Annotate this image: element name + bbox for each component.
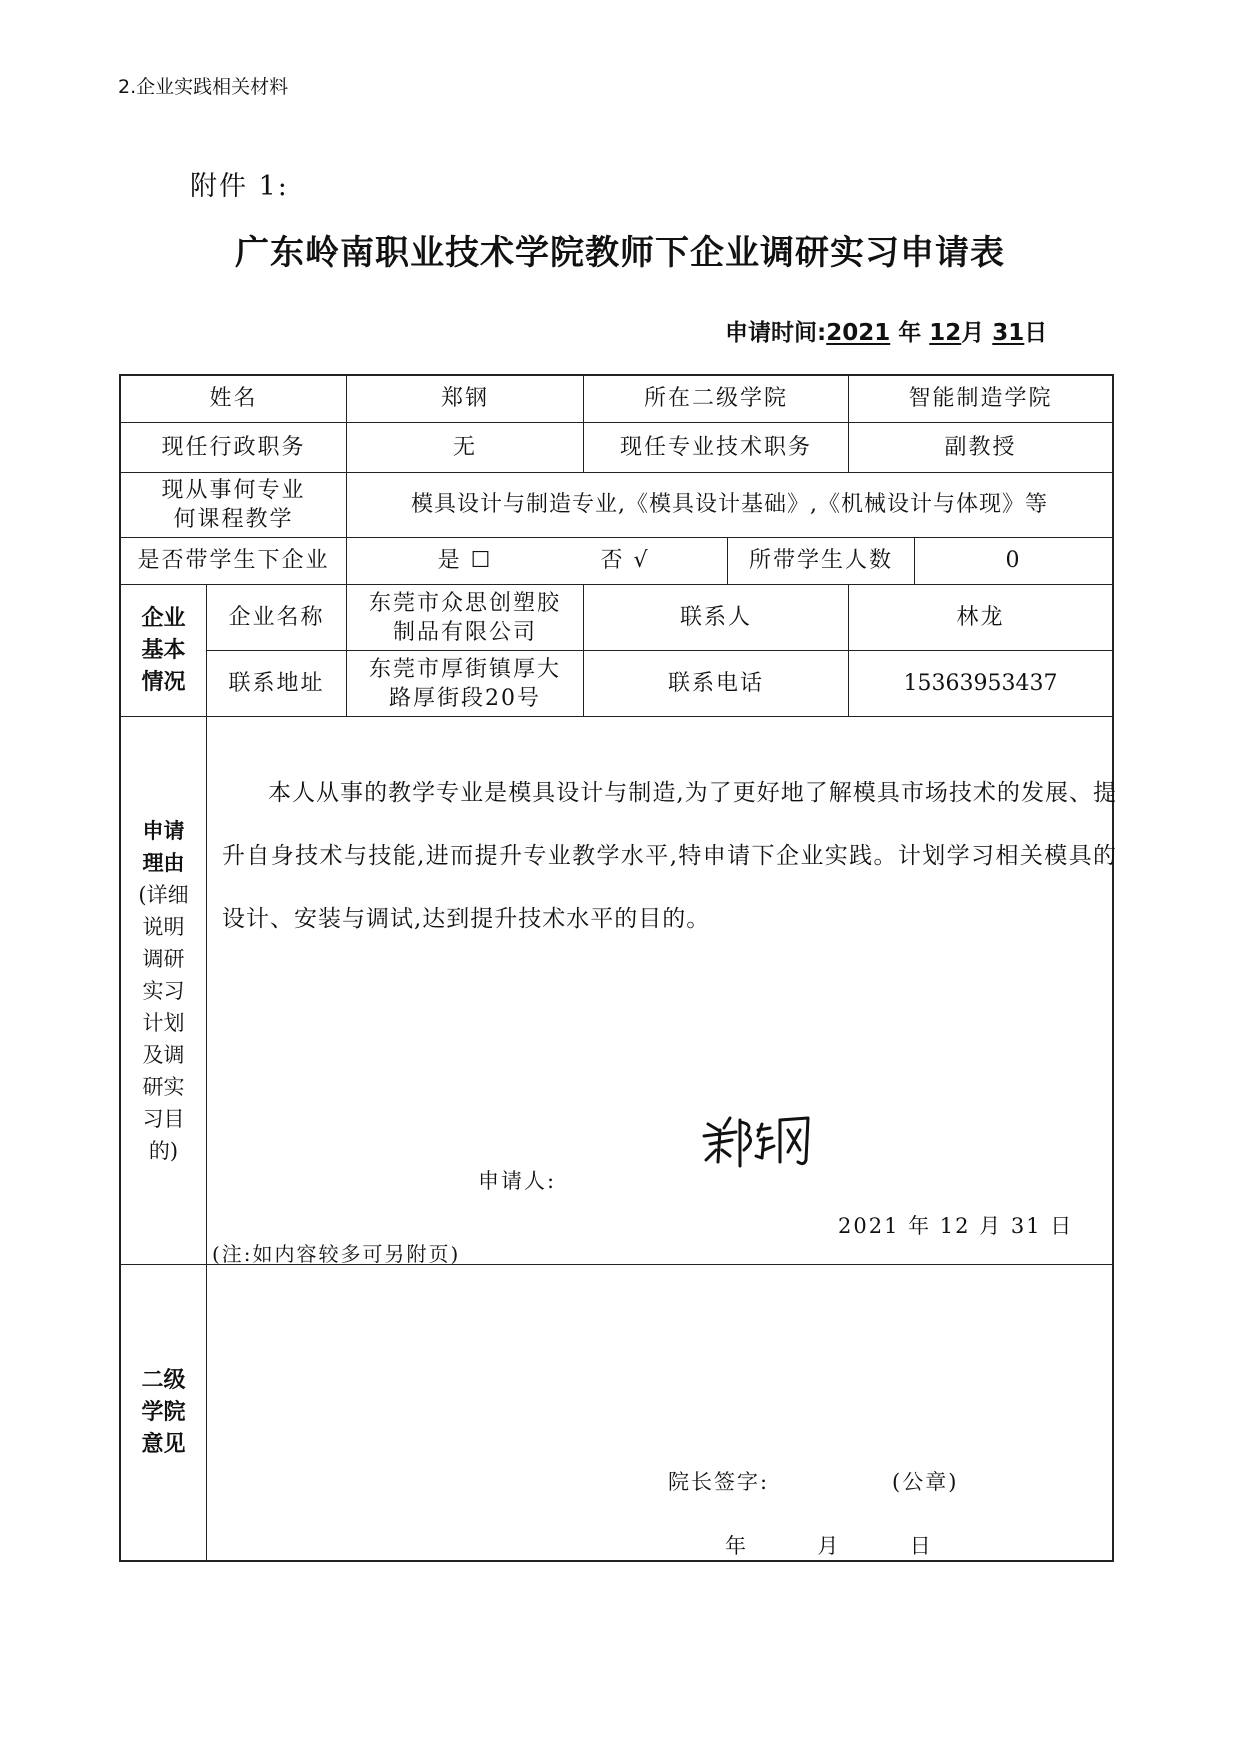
apply-year-unit: 年 bbox=[898, 320, 922, 346]
v-line-label-col bbox=[206, 584, 207, 1560]
company-label-2: 基本 bbox=[141, 637, 186, 663]
company-name-value bbox=[347, 585, 583, 650]
teaching-value: 模具设计与制造专业,《模具设计基础》,《机械设计与体现》等 bbox=[411, 492, 1048, 517]
h-line-6 bbox=[119, 716, 1114, 717]
apply-year: 2021 bbox=[826, 320, 891, 346]
tech-post-value: 副教授 bbox=[944, 434, 1017, 460]
teaching-label-line-1: 现从事何专业 bbox=[161, 478, 306, 503]
applicant-label: 申请人: bbox=[478, 1169, 557, 1193]
contact-label: 联系人 bbox=[679, 604, 752, 630]
apply-day-unit: 日 bbox=[1024, 320, 1048, 346]
name-value: 郑钢 bbox=[440, 386, 489, 411]
phone-label: 联系电话 bbox=[667, 670, 764, 696]
v-line-5 bbox=[346, 537, 347, 584]
teaching-label bbox=[121, 473, 346, 537]
reason-note-4: 实习 bbox=[142, 978, 185, 1003]
reason-text: 本人从事的教学专业是模具设计与制造,为了更好地了解模具市场技术的发展、提升自身技术与技能,进而提升专业教学水平,特申请下企业实践。计划学习相关模具的设计、安装与调试,达到提升技术水平的目的。 bbox=[222, 780, 1117, 932]
reason-label-2: 理由 bbox=[142, 850, 185, 875]
reason-note-6: 及调 bbox=[142, 1042, 185, 1067]
reason-note-9: 的) bbox=[148, 1138, 179, 1163]
reason-note-1: (详细 bbox=[138, 882, 189, 907]
teaching-label-line-2: 何课程教学 bbox=[173, 507, 294, 532]
student-count-value: 0 bbox=[1005, 548, 1022, 573]
address-line-2: 路厚街段20号 bbox=[389, 685, 541, 711]
college-value: 智能制造学院 bbox=[908, 386, 1053, 411]
name-label: 姓名 bbox=[209, 386, 258, 411]
dean-sign-label: 院长签字: bbox=[668, 1470, 770, 1494]
yes-checkbox[interactable]: 是 ☐ bbox=[437, 548, 493, 573]
no-checkbox[interactable]: 否 √ bbox=[600, 548, 650, 573]
apply-month: 12 bbox=[929, 320, 962, 346]
reason-label-1: 申请 bbox=[142, 818, 185, 843]
phone-value: 15363953437 bbox=[903, 670, 1058, 696]
tech-post-label: 现任专业技术职务 bbox=[619, 434, 812, 460]
apply-date bbox=[725, 314, 1047, 347]
header-note: 2.企业实践相关材料 bbox=[118, 76, 289, 98]
college-opinion-date: 年 月 日 bbox=[725, 1534, 933, 1558]
address-line-1: 东莞市厚街镇厚大 bbox=[368, 656, 561, 682]
apply-month-unit: 月 bbox=[961, 320, 985, 346]
apply-date-label: 申请时间: bbox=[725, 320, 827, 346]
company-name-label: 企业名称 bbox=[228, 604, 325, 630]
page-title: 广东岭南职业技术学院教师下企业调研实习申请表 bbox=[235, 233, 1005, 273]
reason-note-3: 调研 bbox=[142, 946, 185, 971]
reason-note: (注:如内容较多可另附页) bbox=[212, 1242, 461, 1266]
reason-section-label bbox=[121, 717, 206, 1264]
attachment-label: 附件 1: bbox=[190, 171, 289, 202]
reason-note-2: 说明 bbox=[142, 914, 185, 939]
college-opinion-label-1: 二级 bbox=[141, 1367, 186, 1393]
address-label: 联系地址 bbox=[228, 670, 325, 696]
college-opinion-label bbox=[121, 1265, 206, 1560]
reason-note-7: 研实 bbox=[142, 1074, 185, 1099]
college-opinion-label-2: 学院 bbox=[141, 1399, 186, 1425]
bring-students-label: 是否带学生下企业 bbox=[137, 548, 330, 573]
contact-value: 林龙 bbox=[956, 604, 1005, 630]
admin-post-label: 现任行政职务 bbox=[161, 434, 306, 460]
company-name-line-2: 制品有限公司 bbox=[392, 619, 537, 645]
table-border-bottom bbox=[119, 1560, 1114, 1562]
seal-label: (公章) bbox=[892, 1470, 959, 1494]
address-value bbox=[347, 651, 583, 716]
admin-post-value: 无 bbox=[452, 434, 477, 460]
apply-day: 31 bbox=[992, 320, 1025, 346]
college-label: 所在二级学院 bbox=[643, 386, 788, 411]
college-opinion-label-3: 意见 bbox=[141, 1431, 186, 1457]
company-label-3: 情况 bbox=[141, 669, 186, 695]
reason-note-8: 习目 bbox=[142, 1106, 185, 1131]
reason-note-5: 计划 bbox=[142, 1010, 185, 1035]
company-section-label bbox=[121, 585, 206, 716]
table-border-right bbox=[1112, 374, 1114, 1562]
reason-date: 2021 年 12 月 31 日 bbox=[838, 1214, 1074, 1238]
company-label-1: 企业 bbox=[141, 605, 186, 631]
student-count-label: 所带学生人数 bbox=[748, 548, 893, 573]
applicant-signature bbox=[700, 1110, 820, 1170]
company-name-line-1: 东莞市众思创塑胶 bbox=[368, 590, 561, 616]
